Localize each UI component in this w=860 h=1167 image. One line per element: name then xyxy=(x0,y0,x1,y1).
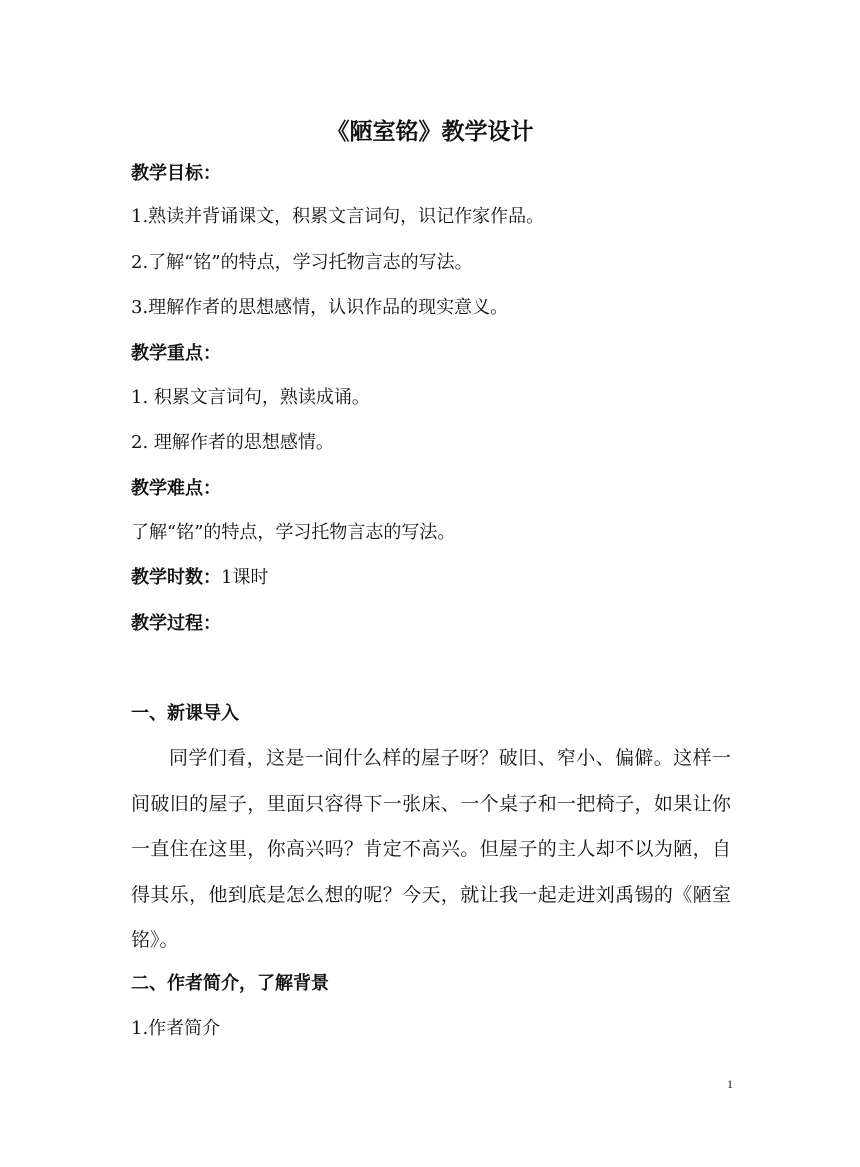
key-point-item: 2. 理解作者的思想感情。 xyxy=(131,432,334,453)
page-number: 1 xyxy=(727,1077,733,1091)
author-intro-item: 1.作者简介 xyxy=(131,1018,221,1039)
key-points-heading: 教学重点： xyxy=(131,343,221,364)
difficult-points-heading: 教学难点： xyxy=(131,478,221,499)
difficult-points-text: 了解“铭”的特点，学习托物言志的写法。 xyxy=(131,522,456,543)
teaching-hours xyxy=(131,566,268,590)
goal-item: 1.熟读并背诵课文，积累文言词句，识记作家作品。 xyxy=(131,206,545,227)
process-heading: 教学过程： xyxy=(131,613,221,634)
goal-item: 2.了解“铭”的特点，学习托物言志的写法。 xyxy=(131,252,473,273)
teaching-hours-value: 1课时 xyxy=(221,567,269,588)
page-title: 《陋室铭》教学设计 xyxy=(326,119,534,145)
section-heading-intro: 一、新课导入 xyxy=(131,703,239,724)
section-intro-paragraph: 同学们看，这是一间什么样的屋子呀？破旧、窄小、偏僻。这样一间破旧的屋子，里面只容得下一张床、一个桌子和一把椅子，如果让你一直住在这里，你高兴吗？肯定不高兴。但屋子的主人却不以为陋，自得其乐，他到底是怎么想的呢？今天，就让我一起走进刘禹锡的《陋室铭》。 xyxy=(131,747,731,951)
goal-item: 3.理解作者的思想感情，认识作品的现实意义。 xyxy=(131,297,509,318)
section-heading-author: 二、作者简介，了解背景 xyxy=(131,973,329,994)
teaching-hours-label: 教学时数： xyxy=(131,567,221,588)
key-point-item: 1. 积累文言词句，熟读成诵。 xyxy=(131,387,370,408)
goals-heading: 教学目标： xyxy=(131,163,221,184)
